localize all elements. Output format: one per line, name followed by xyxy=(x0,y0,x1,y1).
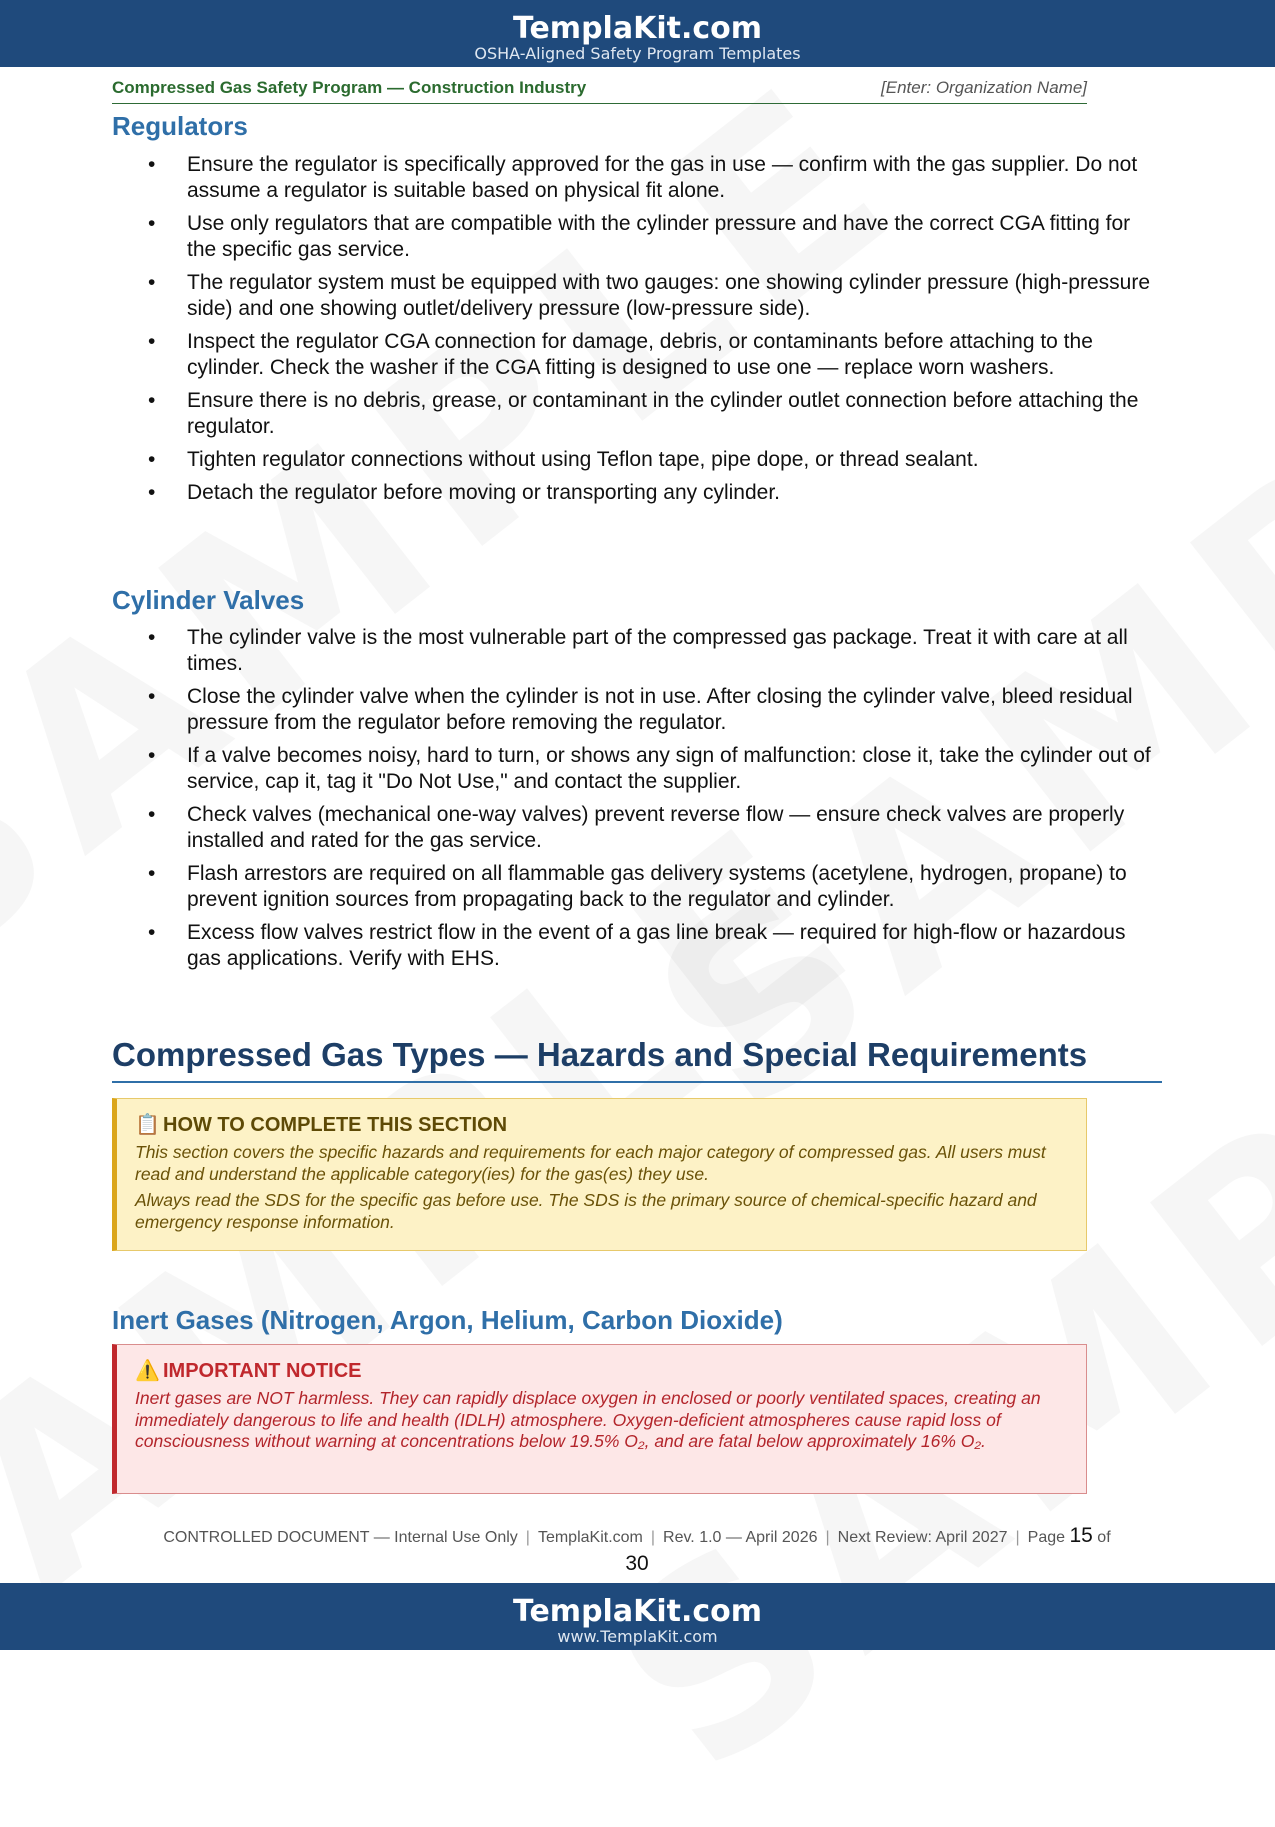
banner-url: www.TemplaKit.com xyxy=(557,1627,718,1646)
callout-title: IMPORTANT NOTICE xyxy=(163,1360,362,1382)
callout-header xyxy=(135,1113,1068,1137)
regulators-heading: Regulators xyxy=(112,111,248,141)
running-header xyxy=(112,77,1087,104)
footer-separator: | xyxy=(825,1529,830,1546)
banner-brand: TemplaKit.com xyxy=(512,11,762,46)
footer-site: TemplaKit.com xyxy=(537,1529,643,1546)
list-item: • Excess flow valves restrict flow in the event of a gas line break — required for high-flow or hazardous gas applications. Verify with EHS. xyxy=(112,920,1162,972)
notice-text: Inert gases are NOT harmless. They can rapidly displace oxygen in enclosed or poorly ventilated spaces, creating an immediately dangerous to life and health (IDLH) atmosphere. Oxygen-deficient atmospheres cause rapid loss of consciousness without warning at concentrations below 19.5% O₂, and are fatal below approximately 16% O₂. xyxy=(135,1388,1041,1451)
list-item: • The regulator system must be equipped with two gauges: one showing cylinder pressure (high-pressure side) and one showing outlet/delivery pressure (low-pressure side). xyxy=(112,270,1162,322)
list-item: • Detach the regulator before moving or transporting any cylinder. xyxy=(112,480,1162,506)
list-item: • Check valves (mechanical one-way valves) prevent reverse flow — ensure check valves are properly installed and rated for the gas service. xyxy=(112,802,1162,854)
list-item: • Inspect the regulator CGA connection for damage, debris, or contaminants before attaching to the cylinder. Check the washer if the CGA fitting is designed to use one — replace worn washers. xyxy=(112,329,1162,381)
top-banner xyxy=(0,0,1275,67)
footer-separator: | xyxy=(1015,1529,1020,1546)
footer-next-review: Next Review: April 2027 xyxy=(837,1529,1008,1546)
clipboard-icon: 📋 xyxy=(135,1114,160,1136)
list-item: • The cylinder valve is the most vulnerable part of the compressed gas package. Treat it with care at all times. xyxy=(112,625,1162,677)
page-footer xyxy=(112,1523,1162,1577)
total-pages: 30 xyxy=(625,1552,649,1575)
inert-gases-heading: Inert Gases (Nitrogen, Argon, Helium, Carbon Dioxide) xyxy=(112,1305,783,1335)
list-item: • Ensure there is no debris, grease, or contaminant in the cylinder outlet connection before attaching the regulator. xyxy=(112,388,1162,440)
page-label: Page xyxy=(1027,1529,1066,1546)
callout-header xyxy=(135,1359,1068,1383)
list-item: • If a valve becomes noisy, hard to turn, or shows any sign of malfunction: close it, take the cylinder out of service, cap it, tag it "Do Not Use," and contact the supplier. xyxy=(112,743,1162,795)
footer-separator: | xyxy=(525,1529,530,1546)
organization-placeholder: [Enter: Organization Name] xyxy=(881,78,1087,97)
callout-paragraph: This section covers the specific hazards and requirements for each major category of compressed gas. All users must read and understand the applicable category(ies) for the gas(es) they use. xyxy=(135,1142,1046,1184)
footer-revision: Rev. 1.0 — April 2026 xyxy=(663,1529,818,1546)
important-notice-callout xyxy=(112,1344,1087,1494)
cylinder-valves-list xyxy=(112,625,1162,979)
callout-title: HOW TO COMPLETE THIS SECTION xyxy=(163,1114,508,1136)
banner-brand: TemplaKit.com xyxy=(512,1594,762,1629)
list-item: • Ensure the regulator is specifically approved for the gas in use — confirm with the gas supplier. Do not assume a regulator is suitable based on physical fit alone. xyxy=(112,152,1162,204)
footer-controlled: CONTROLLED DOCUMENT — Internal Use Only xyxy=(163,1529,518,1546)
list-item: • Use only regulators that are compatible with the cylinder pressure and have the correct CGA fitting for the specific gas service. xyxy=(112,211,1162,263)
page-number: 15 xyxy=(1069,1524,1093,1547)
of-label: of xyxy=(1097,1529,1111,1546)
callout-paragraph: Always read the SDS for the specific gas before use. The SDS is the primary source of chemical-specific hazard and emergency response information. xyxy=(135,1190,1037,1232)
footer-separator: | xyxy=(650,1529,656,1546)
list-item: • Flash arrestors are required on all flammable gas delivery systems (acetylene, hydrogen, propane) to prevent ignition sources from propagating back to the regulator and cylinder. xyxy=(112,861,1162,913)
bottom-banner xyxy=(0,1583,1275,1650)
list-item: • Tighten regulator connections without using Teflon tape, pipe dope, or thread sealant. xyxy=(112,447,1162,473)
how-to-callout xyxy=(112,1098,1087,1251)
cylinder-valves-heading: Cylinder Valves xyxy=(112,585,305,615)
document-title: Compressed Gas Safety Program — Construction Industry xyxy=(112,78,587,97)
banner-tagline: OSHA-Aligned Safety Program Templates xyxy=(474,44,801,63)
regulators-list xyxy=(112,152,1162,513)
list-item: • Close the cylinder valve when the cylinder is not in use. After closing the cylinder valve, bleed residual pressure from the regulator before removing the regulator. xyxy=(112,684,1162,736)
section-heading: Compressed Gas Types — Hazards and Special Requirements xyxy=(112,1035,1162,1083)
warning-icon: ⚠️ xyxy=(135,1360,160,1382)
